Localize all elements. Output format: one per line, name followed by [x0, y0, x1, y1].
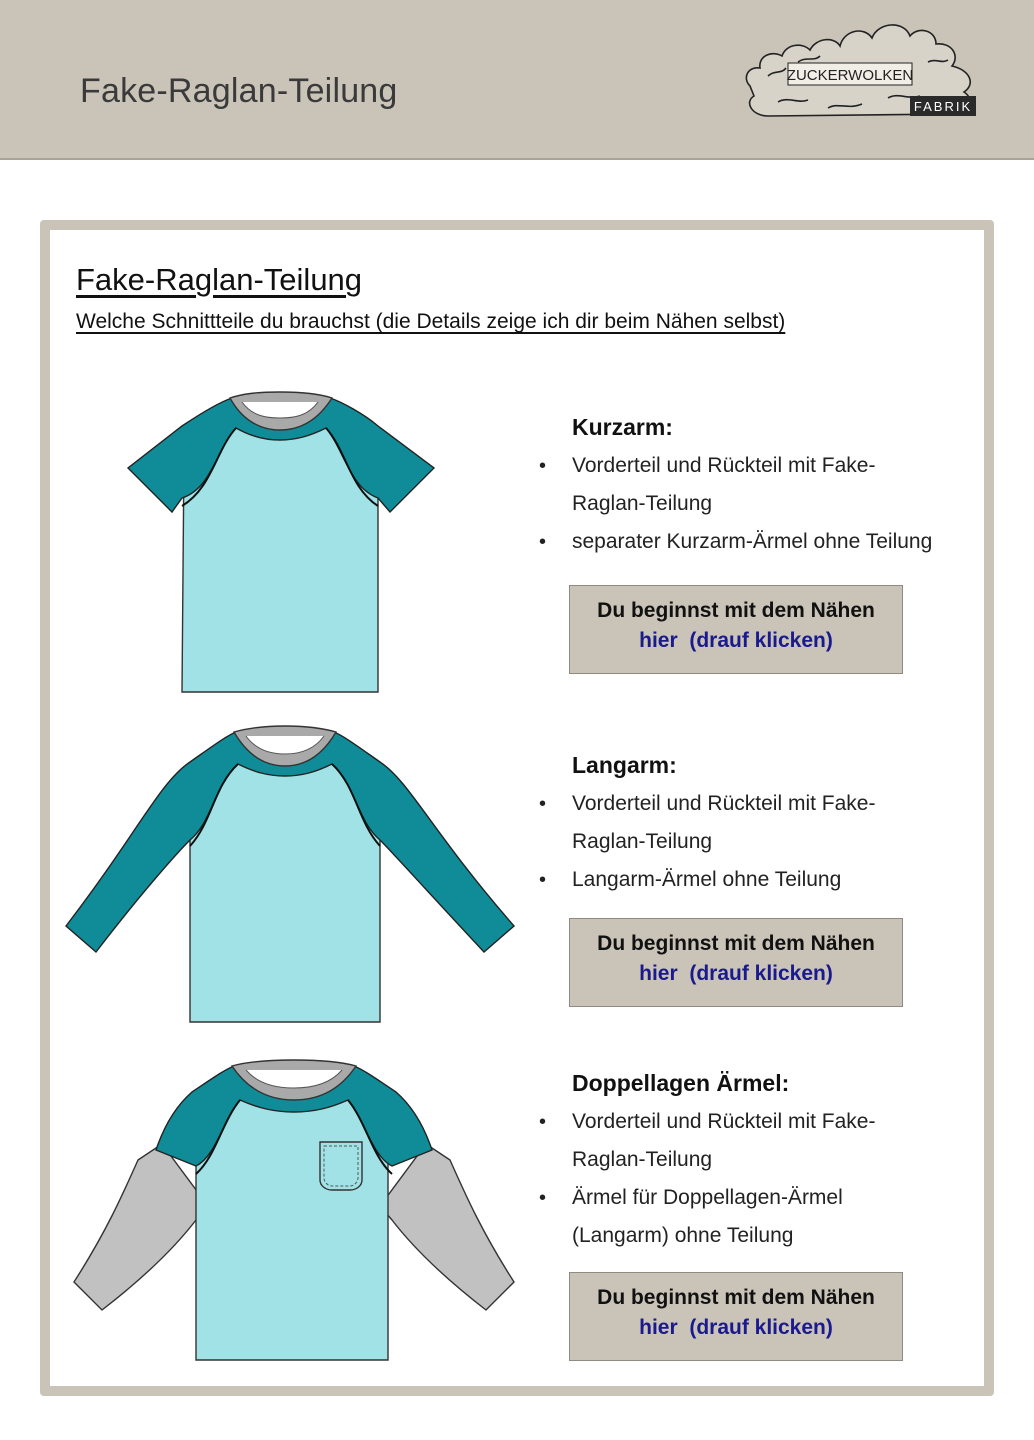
long-sleeve-shirt-illustration — [60, 722, 520, 1028]
list-item-continuation: (Langarm) ohne Teilung — [572, 1224, 794, 1247]
page-header — [0, 0, 1034, 160]
block-title: Doppellagen Ärmel: — [572, 1070, 790, 1096]
cta-text: Du beginnst mit dem Nähen — [597, 932, 875, 955]
double-sleeve-shirt-illustration — [66, 1056, 526, 1366]
short-sleeve-shirt-illustration — [120, 388, 440, 698]
list-item: • separater Kurzarm-Ärmel ohne Teilung — [536, 523, 966, 561]
cta-link[interactable]: hier (drauf klicken) — [639, 962, 833, 985]
list-item-continuation: Raglan-Teilung — [572, 492, 713, 515]
cta-link[interactable]: hier (drauf klicken) — [639, 629, 833, 652]
logo-text-bottom: FABRIK — [913, 99, 973, 114]
list-item-continuation: Raglan-Teilung — [572, 830, 713, 853]
list-item-continuation: Raglan-Teilung — [572, 1148, 713, 1171]
info-block-doppellagen — [536, 1070, 966, 1255]
bullet-list — [536, 1103, 966, 1255]
bullet-list — [536, 447, 966, 561]
zuckerwolken-logo[interactable] — [738, 16, 984, 132]
bullet-list — [536, 785, 966, 899]
start-sewing-button-kurzarm[interactable] — [569, 585, 903, 674]
section-title: Fake-Raglan-Teilung — [76, 262, 363, 297]
start-sewing-button-doppellagen[interactable] — [569, 1272, 903, 1361]
info-block-kurzarm — [536, 414, 966, 561]
cta-link[interactable]: hier (drauf klicken) — [639, 1316, 833, 1339]
section-subtitle: Welche Schnittteile du brauchst (die Details zeige ich dir beim Nähen selbst) — [76, 310, 786, 333]
logo-text-top: ZUCKERWOLKEN — [786, 67, 914, 84]
block-title: Kurzarm: — [572, 414, 673, 440]
list-item: • Vorderteil und Rückteil mit Fake- — [536, 447, 966, 485]
cta-text: Du beginnst mit dem Nähen — [597, 599, 875, 622]
block-title: Langarm: — [572, 752, 677, 778]
cta-text: Du beginnst mit dem Nähen — [597, 1286, 875, 1309]
page-title: Fake-Raglan-Teilung — [80, 72, 398, 110]
info-block-langarm — [536, 752, 966, 899]
list-item: • Vorderteil und Rückteil mit Fake- — [536, 1103, 966, 1141]
start-sewing-button-langarm[interactable] — [569, 918, 903, 1007]
list-item: • Ärmel für Doppellagen-Ärmel — [536, 1179, 966, 1217]
list-item: • Langarm-Ärmel ohne Teilung — [536, 861, 966, 899]
list-item: • Vorderteil und Rückteil mit Fake- — [536, 785, 966, 823]
